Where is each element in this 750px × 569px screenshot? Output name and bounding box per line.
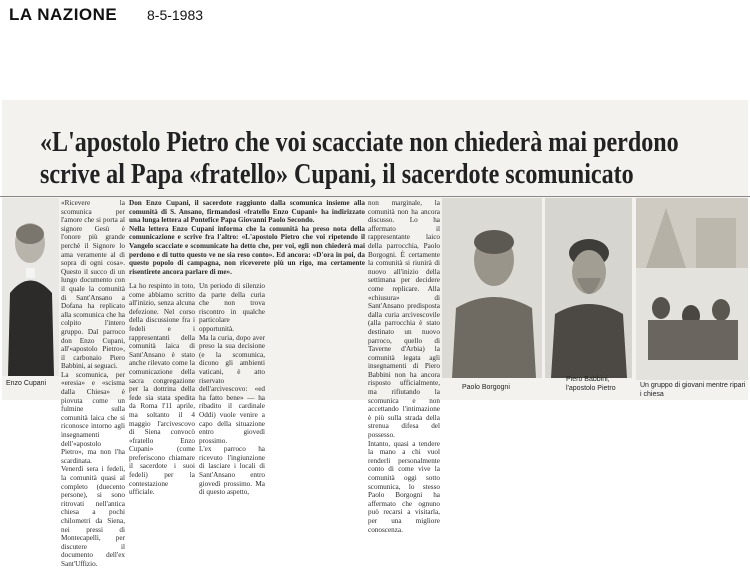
column-2-text: La ho respinto in toto, come abbiamo scritto all'inizio, senza alcuna defezione. Nel corso della discussione fra i fedeli e i rappresentanti della comunità laica di Sant'Ansano è stato anche rilevato come la comunicazione della sacra congregazione per la dottrina della fede sia stata spedita da Roma l'11 aprile, ma soltanto il 4 maggio l'arcivescovo di Siena convocò «fratello Enzo Cupani» (come preferiscono chiamare il sacerdote i suoi fedeli) per la contestazione ufficiale. (129, 282, 195, 497)
column-3-text: Un periodo di silenzio da parte della curia che non trova riscontro in qualche particolare opportunità. Ma la curia, dopo aver preso la sua decisione (e la scomunica, dicono gli ambienti vaticani, è atto riservato dell'arcivescovo: «ed ha fatto bene» — ha ribadito il cardinale Oddi) vuole venire a capo della situazione entro giovedì prossimo. L'ex parroco ha ricevuto l'ingiunzione di lasciare i locali di Sant'Ansano entro giovedì prossimo. Ma di questo aspetto, (199, 282, 265, 497)
article-column-3 (199, 282, 265, 497)
article-column-4 (368, 199, 440, 534)
babbini-photo (545, 198, 632, 378)
newspaper-masthead: LA NAZIONE (9, 5, 118, 24)
column-1-text: «Ricevere la scomunica per l'amore che si porta al signore Gesù è l'onore più grande perchè il Signore lo ama veramente al di sopra di ogni cosa». Questo il succo di un lungo documento con il quale la comunità di Sant'Ansano a Dofana ha replicato alla scomunica che ha colpito l'intero gruppo. Dal parroco don Enzo Cupani, all'«apostolo Pietro», il carbonaio Piero Babbini, ai seguaci. La scomunica, per «eresia» e «scisma dalla Chiesa» è piovuta come un fulmine sulla comunità laica che si riconosce intorno agli insegnamenti dell'«apostolo Pietro», ma non l'ha scardinata. Venerdì sera i fedeli, la comunità quasi al completo (duecento persone), si sono ritrovati nell'antica chiesa a pochi chilometri da Siena, nei pressi di Montecapelli, per discutere il documento dell'ex Sant'Uffizio. (61, 199, 125, 568)
article-headline (40, 126, 679, 190)
babbini-portrait-image (545, 198, 632, 378)
headline-line-1: «L'apostolo Pietro che voi scacciate non chiederà mai perdono (40, 126, 679, 158)
priest-photo (2, 198, 59, 376)
column-4-text: non marginale, la comunità non ha ancora discusso. Lo ha affermato il rappresentante laico della parrocchia, Paolo Borgogni. È certamente la comunità si riunirà di nuovo all'inizio della settimana per decidere come replicare. Alla «chiusura» di Sant'Ansano predisposta dalla curia arcivescovile (alla parrocchia è stato destinato un nuovo parroco, quello di Taverne d'Arbia) la comunità legata agli insegnamenti di Piero Babbini non ha ancora risposto ufficialmente, ma rifiutando la scomunica e non accettando l'intimazione è più sulla strada della strenua difesa del possesso. Intanto, quasi a tendere la mano a chi vuol renderli personalmente conto di come vive la comunità oggi sotto scomunica, lo stesso Paolo Borgogni ha affermato che ognuno può recarsi a visitarla, per una migliore conoscenza. (368, 199, 440, 534)
priest-portrait-image (2, 198, 59, 376)
headline-line-2: scrive al Papa «fratello» Cupani, il sacerdote scomunicato (40, 158, 634, 190)
borgogni-portrait-image (442, 198, 542, 378)
group-photo (636, 198, 748, 380)
group-image (636, 198, 748, 380)
babbini-photo-caption: Piero Babbini, l'apostolo Pietro (566, 376, 616, 392)
lead-text: Don Enzo Cupani, il sacerdote raggiunto dalla scomunica insieme alla comunità di S. Ansano, firmandosi «fratello Enzo Cupani» ha indirizzato una lunga lettera al Pontefice Papa Giovanni Paolo Secondo. Nella lettera Enzo Cupani informa che la comunità ha preso nota della comunicazione e scrive fra l'altro: «L'apostolo Pietro che voi ripetendo il Vangelo scacciate e scomunicate ha detto che, per voi, egli non chiederà mai perdono e di tutto questo ve ne sia reso conto». Ed ancora: «D'ora in poi, da questo popolo di campagna, non riceverete più un rigo, ma certamente risentirete ancora parlare di me». (129, 199, 365, 276)
borgogni-photo (442, 198, 542, 378)
group-photo-caption: Un gruppo di giovani mentre ripari i chiesa (640, 382, 746, 398)
clipping-date: 8-5-1983 (147, 7, 204, 23)
article-column-1 (61, 199, 125, 568)
article-column-2 (129, 282, 195, 497)
borgogni-photo-caption: Paolo Borgogni (462, 384, 510, 391)
article-lead-box (129, 199, 365, 277)
priest-photo-caption: Enzo Cupani (6, 380, 47, 387)
headline-rule (0, 196, 750, 197)
